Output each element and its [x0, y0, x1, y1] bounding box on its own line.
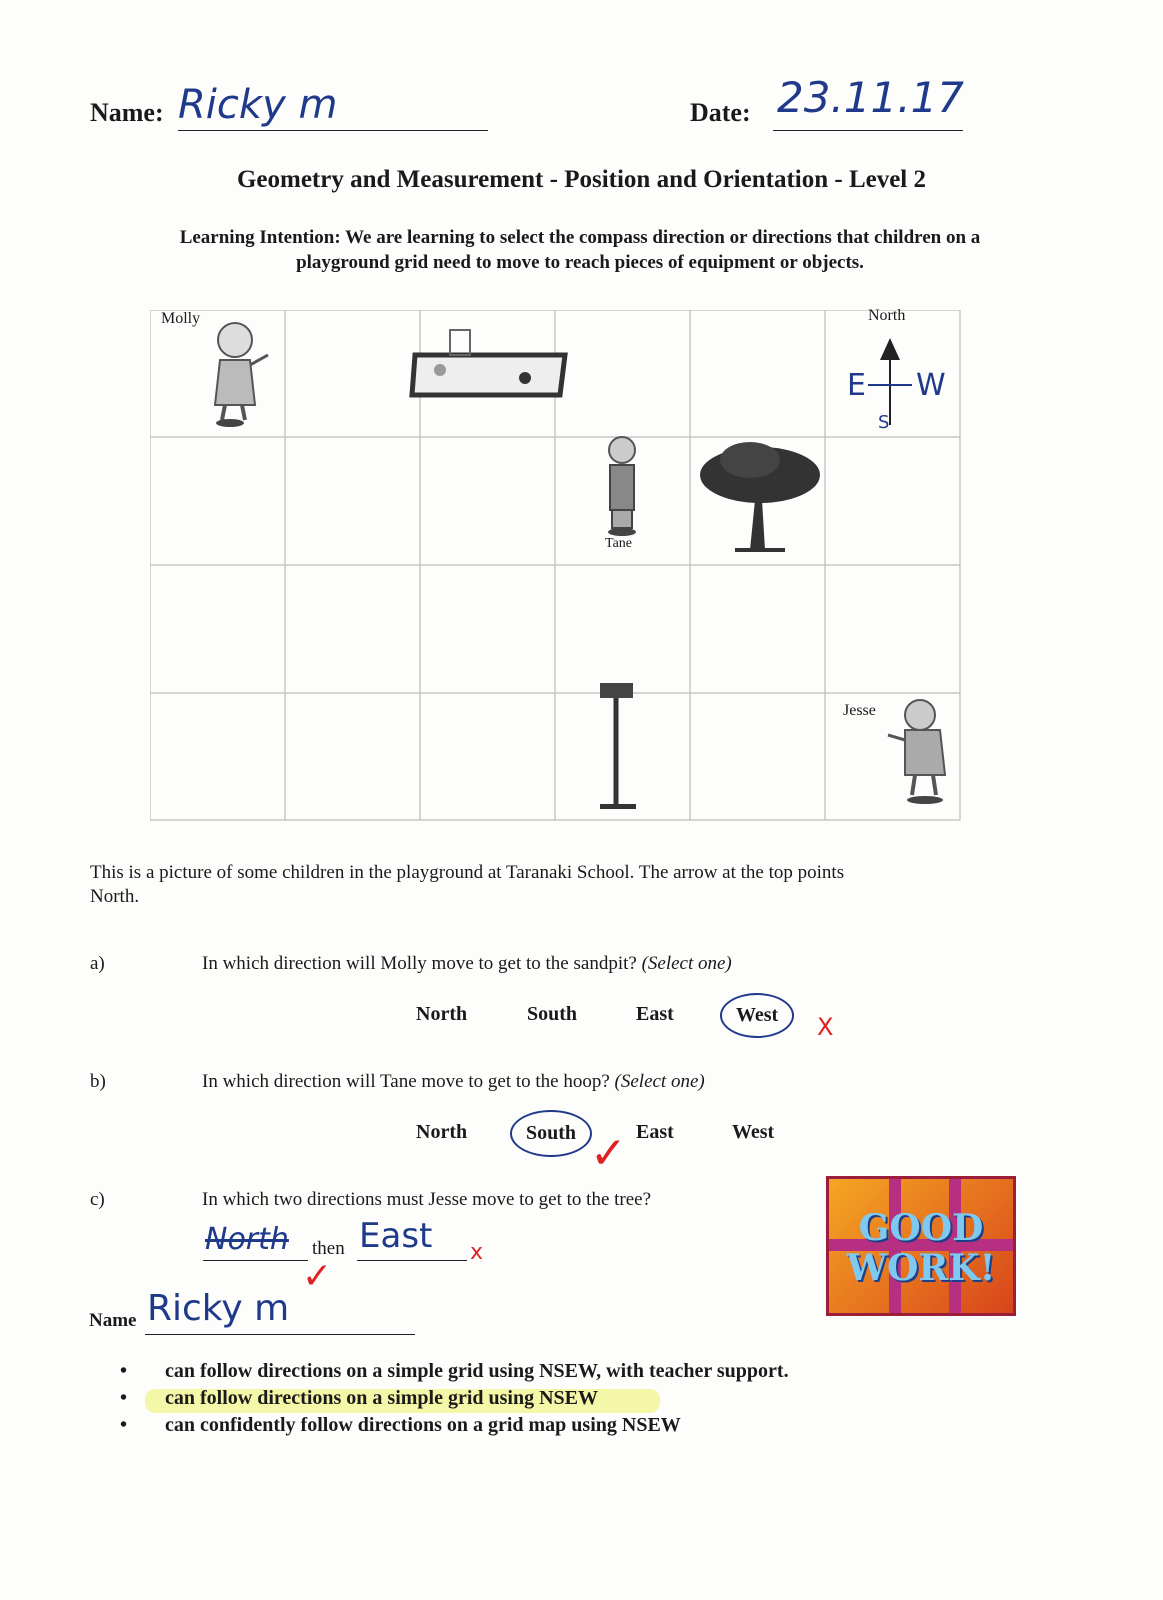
question-b-option-east[interactable]: East	[636, 1121, 674, 1143]
bullet-item-highlighted	[120, 1387, 920, 1414]
question-c-then: then	[312, 1238, 345, 1259]
question-a-option-west-circled[interactable]	[720, 993, 794, 1038]
jesse-figure	[888, 700, 945, 804]
compass-e-handwritten: E	[847, 368, 866, 403]
question-c-wrong-mark: x	[470, 1240, 484, 1265]
jesse-label: Jesse	[843, 702, 876, 719]
tree-figure	[700, 442, 820, 550]
question-b-letter: b)	[90, 1071, 106, 1092]
question-c-text: In which two directions must Jesse move to get to the tree?	[202, 1189, 652, 1210]
intro-line-1: This is a picture of some children in the playground at Taranaki School. The arrow at the top points	[90, 862, 845, 883]
question-b-correct-mark: ✓	[590, 1128, 627, 1179]
question-c-answer2-field[interactable]	[357, 1218, 467, 1261]
sticker-line-2: WORK!	[846, 1247, 996, 1289]
hoop-figure	[600, 683, 636, 809]
question-a-hint: (Select one)	[641, 953, 732, 974]
intention-line-2: playground grid need to move to reach pieces of equipment or objects.	[296, 252, 864, 273]
question-b-option-north[interactable]: North	[416, 1121, 468, 1143]
bullet-text: can confidently follow directions on a grid map using NSEW	[165, 1414, 681, 1436]
question-b-option-south-circled[interactable]	[510, 1110, 592, 1157]
intro-paragraph	[90, 861, 1090, 909]
intro-line-2: North.	[90, 886, 140, 907]
question-a-letter: a)	[90, 953, 105, 974]
question-b-option-west[interactable]: West	[732, 1121, 775, 1143]
good-work-sticker	[826, 1176, 1016, 1316]
name-handwriting: Ricky m	[178, 82, 338, 128]
playground-grid	[150, 307, 980, 827]
name-field[interactable]	[178, 82, 488, 131]
sticker-line-1: GOOD	[858, 1207, 984, 1249]
bullet-text: can follow directions on a simple grid using NSEW, with teacher support.	[165, 1360, 789, 1382]
molly-figure	[215, 323, 268, 427]
compass-w-handwritten: W	[916, 368, 946, 403]
page-title: Geometry and Measurement - Position and Orientation - Level 2	[236, 166, 927, 193]
bullet-dot: •	[120, 1414, 128, 1436]
compass-arrow	[868, 338, 912, 425]
bullet-dot: •	[120, 1360, 128, 1382]
assessment-name-handwriting: Ricky m	[147, 1288, 290, 1329]
question-b-text	[202, 1071, 705, 1093]
question-c-answer1-field[interactable]	[203, 1218, 308, 1261]
tane-figure	[608, 437, 636, 536]
date-field[interactable]	[773, 73, 965, 131]
compass-s-handwritten: S	[878, 412, 890, 433]
question-a-text	[202, 953, 732, 975]
bullet-item	[120, 1360, 920, 1387]
question-b-hint: (Select one)	[614, 1071, 705, 1092]
question-a-option-south[interactable]: South	[527, 1003, 578, 1025]
assessment-bullet-list	[120, 1360, 920, 1441]
molly-label: Molly	[161, 310, 201, 327]
name-label: Name:	[90, 98, 164, 127]
intention-line-1: Learning Intention: We are learning to select the compass direction or directions that children on a	[179, 227, 981, 248]
sandpit-figure	[412, 330, 565, 395]
question-c-answer1: North	[205, 1222, 289, 1257]
bullet-text: can follow directions on a simple grid using NSEW	[165, 1387, 599, 1409]
assessment-name-field[interactable]	[145, 1288, 415, 1335]
question-a-option-west: West	[736, 1004, 779, 1026]
north-label: North	[868, 307, 906, 324]
question-b-option-south: South	[526, 1122, 577, 1144]
question-c-letter: c)	[90, 1189, 105, 1210]
question-a-option-north[interactable]: North	[416, 1003, 468, 1025]
date-handwriting: 23.11.17	[777, 73, 965, 122]
tane-label: Tane	[605, 536, 633, 551]
bullet-item	[120, 1414, 920, 1441]
question-a-wrong-mark: X	[817, 1013, 834, 1041]
date-label: Date:	[690, 98, 751, 127]
question-a-prompt: In which direction will Molly move to get to the sandpit?	[202, 953, 637, 974]
assessment-name-label: Name	[89, 1310, 137, 1331]
bullet-dot: •	[120, 1387, 128, 1409]
question-b-prompt: In which direction will Tane move to get to the hoop?	[202, 1071, 610, 1092]
learning-intention	[80, 225, 1080, 275]
question-c-answer2: East	[359, 1216, 433, 1256]
question-a-option-east[interactable]: East	[636, 1003, 674, 1025]
question-c-correct-mark: ✓	[302, 1256, 333, 1297]
